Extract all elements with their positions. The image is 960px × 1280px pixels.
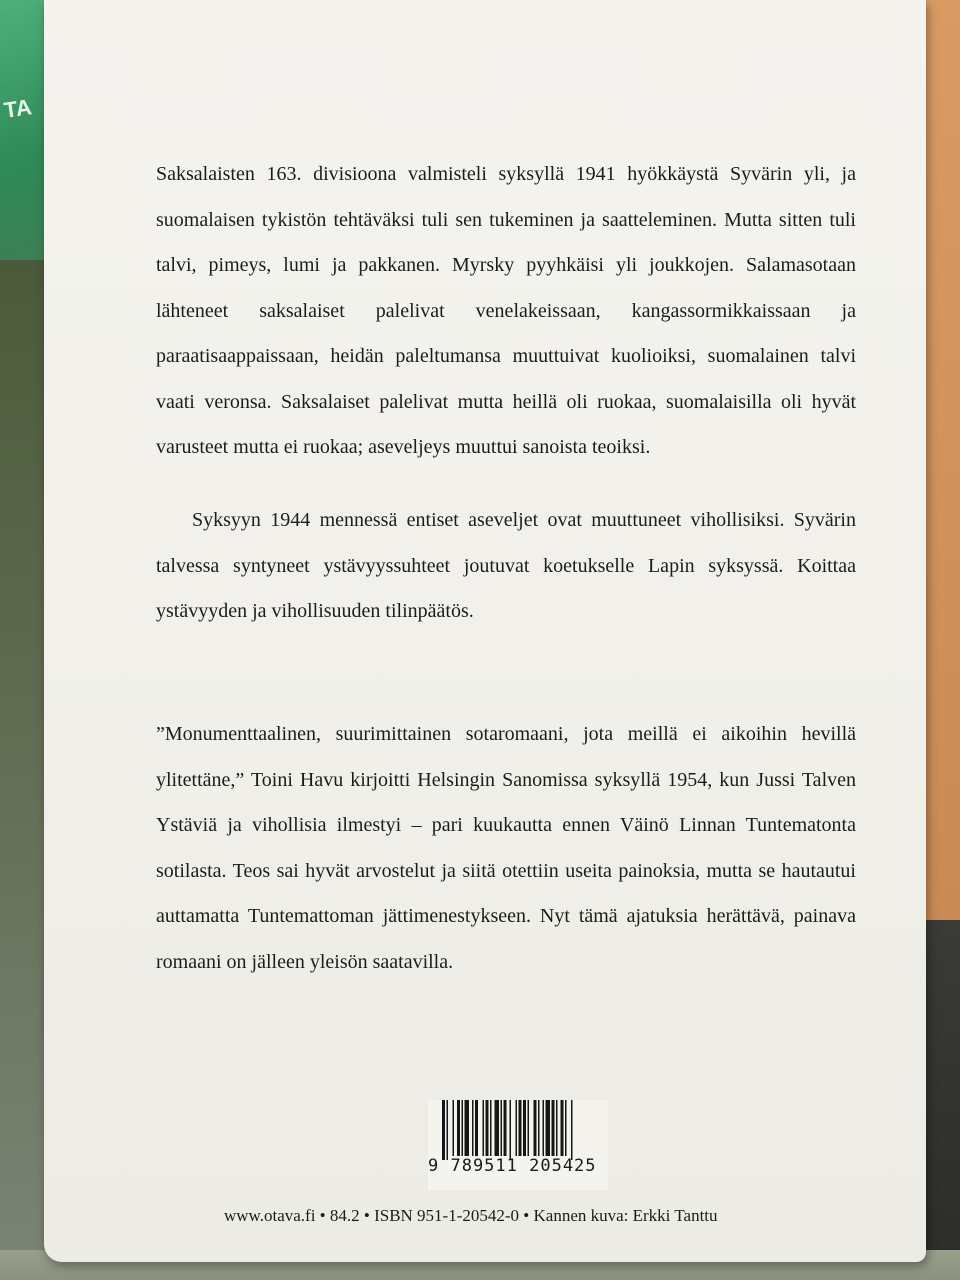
barcode-bar — [462, 1100, 464, 1156]
background-green-object-text: TA — [2, 94, 34, 123]
review-quote-paragraph — [156, 712, 856, 985]
barcode-bar — [465, 1100, 470, 1156]
barcode-bar — [534, 1100, 537, 1156]
background-right-dark-book — [920, 920, 960, 1280]
isbn-barcode — [428, 1100, 608, 1190]
barcode-bar — [552, 1100, 555, 1156]
barcode-bar — [516, 1100, 518, 1156]
barcode-bar — [565, 1100, 567, 1156]
barcode-bar — [490, 1100, 492, 1156]
book-back-cover — [44, 0, 926, 1262]
blurb-paragraph-2-text: Syksyyn 1944 mennessä entiset aseveljet ovat muuttuneet vihollisiksi. Syvärin talvessa syntyneet ystävyyssuhteet joutuvat koetukselle Lapin syksyssä. Koittaa ystävyyden ja vihollisuuden tilinpäätös. — [156, 509, 856, 622]
barcode-bar — [483, 1100, 485, 1156]
barcode-bar — [472, 1100, 474, 1156]
barcode-bar — [538, 1100, 540, 1156]
barcode-bar — [495, 1100, 500, 1156]
blurb-paragraph-1 — [156, 152, 856, 471]
barcode-bar — [475, 1100, 478, 1156]
barcode-bar — [442, 1100, 445, 1160]
barcode-bar — [453, 1100, 455, 1156]
barcode-bar — [528, 1100, 530, 1156]
barcode-bar — [561, 1100, 564, 1156]
barcode-bar — [501, 1100, 503, 1156]
barcode-bar — [523, 1100, 526, 1156]
barcode-bar — [543, 1100, 545, 1156]
barcode-bar — [486, 1100, 489, 1156]
barcode-bars — [428, 1100, 608, 1160]
blurb-paragraph-1-text: Saksalaisten 163. divisioona valmisteli syksyllä 1941 hyökkäystä Syvärin yli, ja suomalaisen tykistön tehtäväksi tuli sen tukeminen ja saatteleminen. Mutta sitten tuli talvi, pimeys, lumi ja pakkanen. Myrsky pyyhkäisi yli joukkojen. Salamasotaan lähteneet saksalaiset palelivat venelakeissaan, kangassormikkaissaan ja paraatisaappaissaan, heidän paleltumansa muuttuivat kuolioiksi, suomalainen talvi vaati veronsa. Saksalaiset palelivat mutta heillä oli ruokaa, suomalaisilla oli hyvät varusteet mutta ei ruokaa; aseveljeys muuttui sanoista teoiksi. — [156, 163, 856, 458]
barcode-bar — [571, 1100, 573, 1160]
barcode-bar — [556, 1100, 558, 1156]
barcode-digits: 9 789511 205425 — [428, 1156, 597, 1176]
review-quote-text: ”Monumenttaalinen, suurimittainen sotaromaani, jota meillä ei aikoihin hevillä ylitettäne,” Toini Havu kirjoitti Helsingin Sanomissa syksyllä 1954, kun Jussi Talven Ystäviä ja vihollisia ilmestyi – pari kuukautta ennen Väinö Linnan Tuntematonta sotilasta. Teos sai hyvät arvostelut ja siitä otettiin useita painoksia, mutta se hautautui auttamatta Tuntemattoman jättimenestykseen. Nyt tämä ajatuksia herättävä, painava romaani on jälleen yleisön saatavilla. — [156, 723, 856, 973]
barcode-bar — [510, 1100, 512, 1160]
blurb-paragraph-2 — [156, 498, 856, 635]
barcode-bar — [504, 1100, 507, 1156]
publisher-footer: www.otava.fi • 84.2 • ISBN 951-1-20542-0 • Kannen kuva: Erkki Tanttu — [224, 1206, 718, 1225]
barcode-bar — [457, 1100, 460, 1156]
barcode-bar — [447, 1100, 449, 1160]
background-right-orange-book — [920, 0, 960, 920]
barcode-bar — [519, 1100, 522, 1156]
barcode-bar — [546, 1100, 551, 1156]
